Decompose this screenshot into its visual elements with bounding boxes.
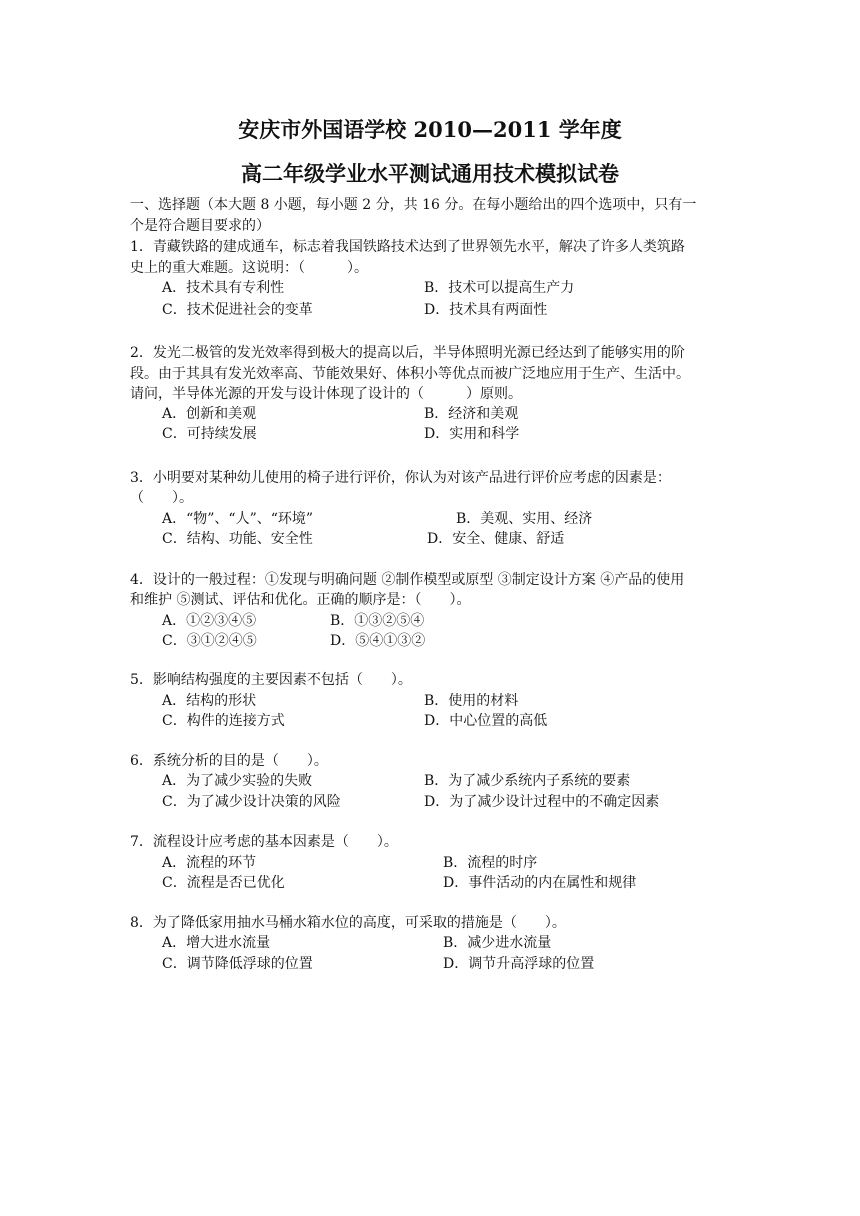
question-7-option-b: B．流程的时序 xyxy=(443,855,538,871)
question-4-line-2: 和维护 ⑤测试、评估和优化。正确的顺序是：（ ）。 xyxy=(130,592,471,608)
question-4-option-b: B．①③②⑤④ xyxy=(330,613,425,629)
question-5-option-d: D．中心位置的高低 xyxy=(424,713,548,729)
question-4-option-a: A．①②③④⑤ xyxy=(162,613,257,629)
question-1-option-c: C．技术促进社会的变革 xyxy=(162,302,313,318)
question-1-line-1: 1．青藏铁路的建成通车，标志着我国铁路技术达到了世界领先水平，解决了许多人类筑路 xyxy=(130,239,685,255)
section-header-line-1: 一、选择题（本大题 8 小题，每小题 2 分，共 16 分。在每小题给出的四个选项中，只有一 xyxy=(130,197,697,213)
question-6-option-c: C．为了减少设计决策的风险 xyxy=(162,794,341,810)
question-2-line-2: 段。由于其具有发光效率高、节能效果好、体积小等优点而被广泛地应用于生产、生活中。 xyxy=(130,366,690,382)
section-header-line-2: 个是符合题目要求的） xyxy=(130,218,270,234)
question-3-option-a: A．“物”、“人”、“环境” xyxy=(162,511,314,527)
exam-title-school: 安庆市外国语学校 2010—2011 学年度 xyxy=(238,117,622,142)
question-3-line-2: （ ）。 xyxy=(130,490,193,506)
question-8-option-a: A．增大进水流量 xyxy=(162,935,271,951)
exam-title-subject: 高二年级学业水平测试通用技术模拟试卷 xyxy=(241,161,619,186)
question-2-line-1: 2．发光二极管的发光效率得到极大的提高以后，半导体照明光源已经达到了能够实用的阶 xyxy=(130,345,685,361)
question-8-line-1: 8．为了降低家用抽水马桶水箱水位的高度，可采取的措施是（ ）。 xyxy=(130,915,566,931)
question-2-option-a: A．创新和美观 xyxy=(162,406,257,422)
question-7-line-1: 7．流程设计应考虑的基本因素是（ ）。 xyxy=(130,834,398,850)
question-3-option-d: D．安全、健康、舒适 xyxy=(427,531,565,547)
question-8-option-d: D．调节升高浮球的位置 xyxy=(443,956,595,972)
question-3-option-b: B．美观、实用、经济 xyxy=(456,511,593,527)
question-2-option-c: C．可持续发展 xyxy=(162,426,257,442)
question-1-option-a: A．技术具有专利性 xyxy=(162,280,285,296)
question-1-option-b: B．技术可以提高生产力 xyxy=(424,280,575,296)
question-7-option-a: A．流程的环节 xyxy=(162,855,257,871)
question-3-option-c: C．结构、功能、安全性 xyxy=(162,531,313,547)
question-3-line-1: 3．小明要对某种幼儿使用的椅子进行评价，你认为对该产品进行评价应考虑的因素是： xyxy=(130,470,671,486)
question-7-option-c: C．流程是否已优化 xyxy=(162,875,285,891)
question-5-option-c: C．构件的连接方式 xyxy=(162,713,285,729)
question-2-option-d: D．实用和科学 xyxy=(424,426,520,442)
question-6-option-d: D．为了减少设计过程中的不确定因素 xyxy=(424,794,660,810)
question-5-option-b: B．使用的材料 xyxy=(424,693,519,709)
question-1-line-2: 史上的重大难题。这说明：（ ）。 xyxy=(130,260,368,276)
question-8-option-c: C．调节降低浮球的位置 xyxy=(162,956,313,972)
question-4-option-c: C．③①②④⑤ xyxy=(162,633,257,649)
question-5-line-1: 5．影响结构强度的主要因素不包括（ ）。 xyxy=(130,672,412,688)
question-6-option-b: B．为了减少系统内子系统的要素 xyxy=(424,773,631,789)
question-5-option-a: A．结构的形状 xyxy=(162,693,257,709)
question-1-option-d: D．技术具有两面性 xyxy=(424,302,548,318)
question-4-line-1: 4．设计的一般过程：①发现与明确问题 ②制作模型或原型 ③制定设计方案 ④产品的使用 xyxy=(130,572,685,588)
question-6-line-1: 6．系统分析的目的是（ ）。 xyxy=(130,753,328,769)
question-2-option-b: B．经济和美观 xyxy=(424,406,519,422)
question-8-option-b: B．减少进水流量 xyxy=(443,935,552,951)
question-4-option-d: D．⑤④①③② xyxy=(330,633,426,649)
question-2-line-3: 请问，半导体光源的开发与设计体现了设计的（ ）原则。 xyxy=(130,386,522,402)
question-6-option-a: A．为了减少实验的失败 xyxy=(162,773,313,789)
question-7-option-d: D．事件活动的内在属性和规律 xyxy=(443,875,637,891)
